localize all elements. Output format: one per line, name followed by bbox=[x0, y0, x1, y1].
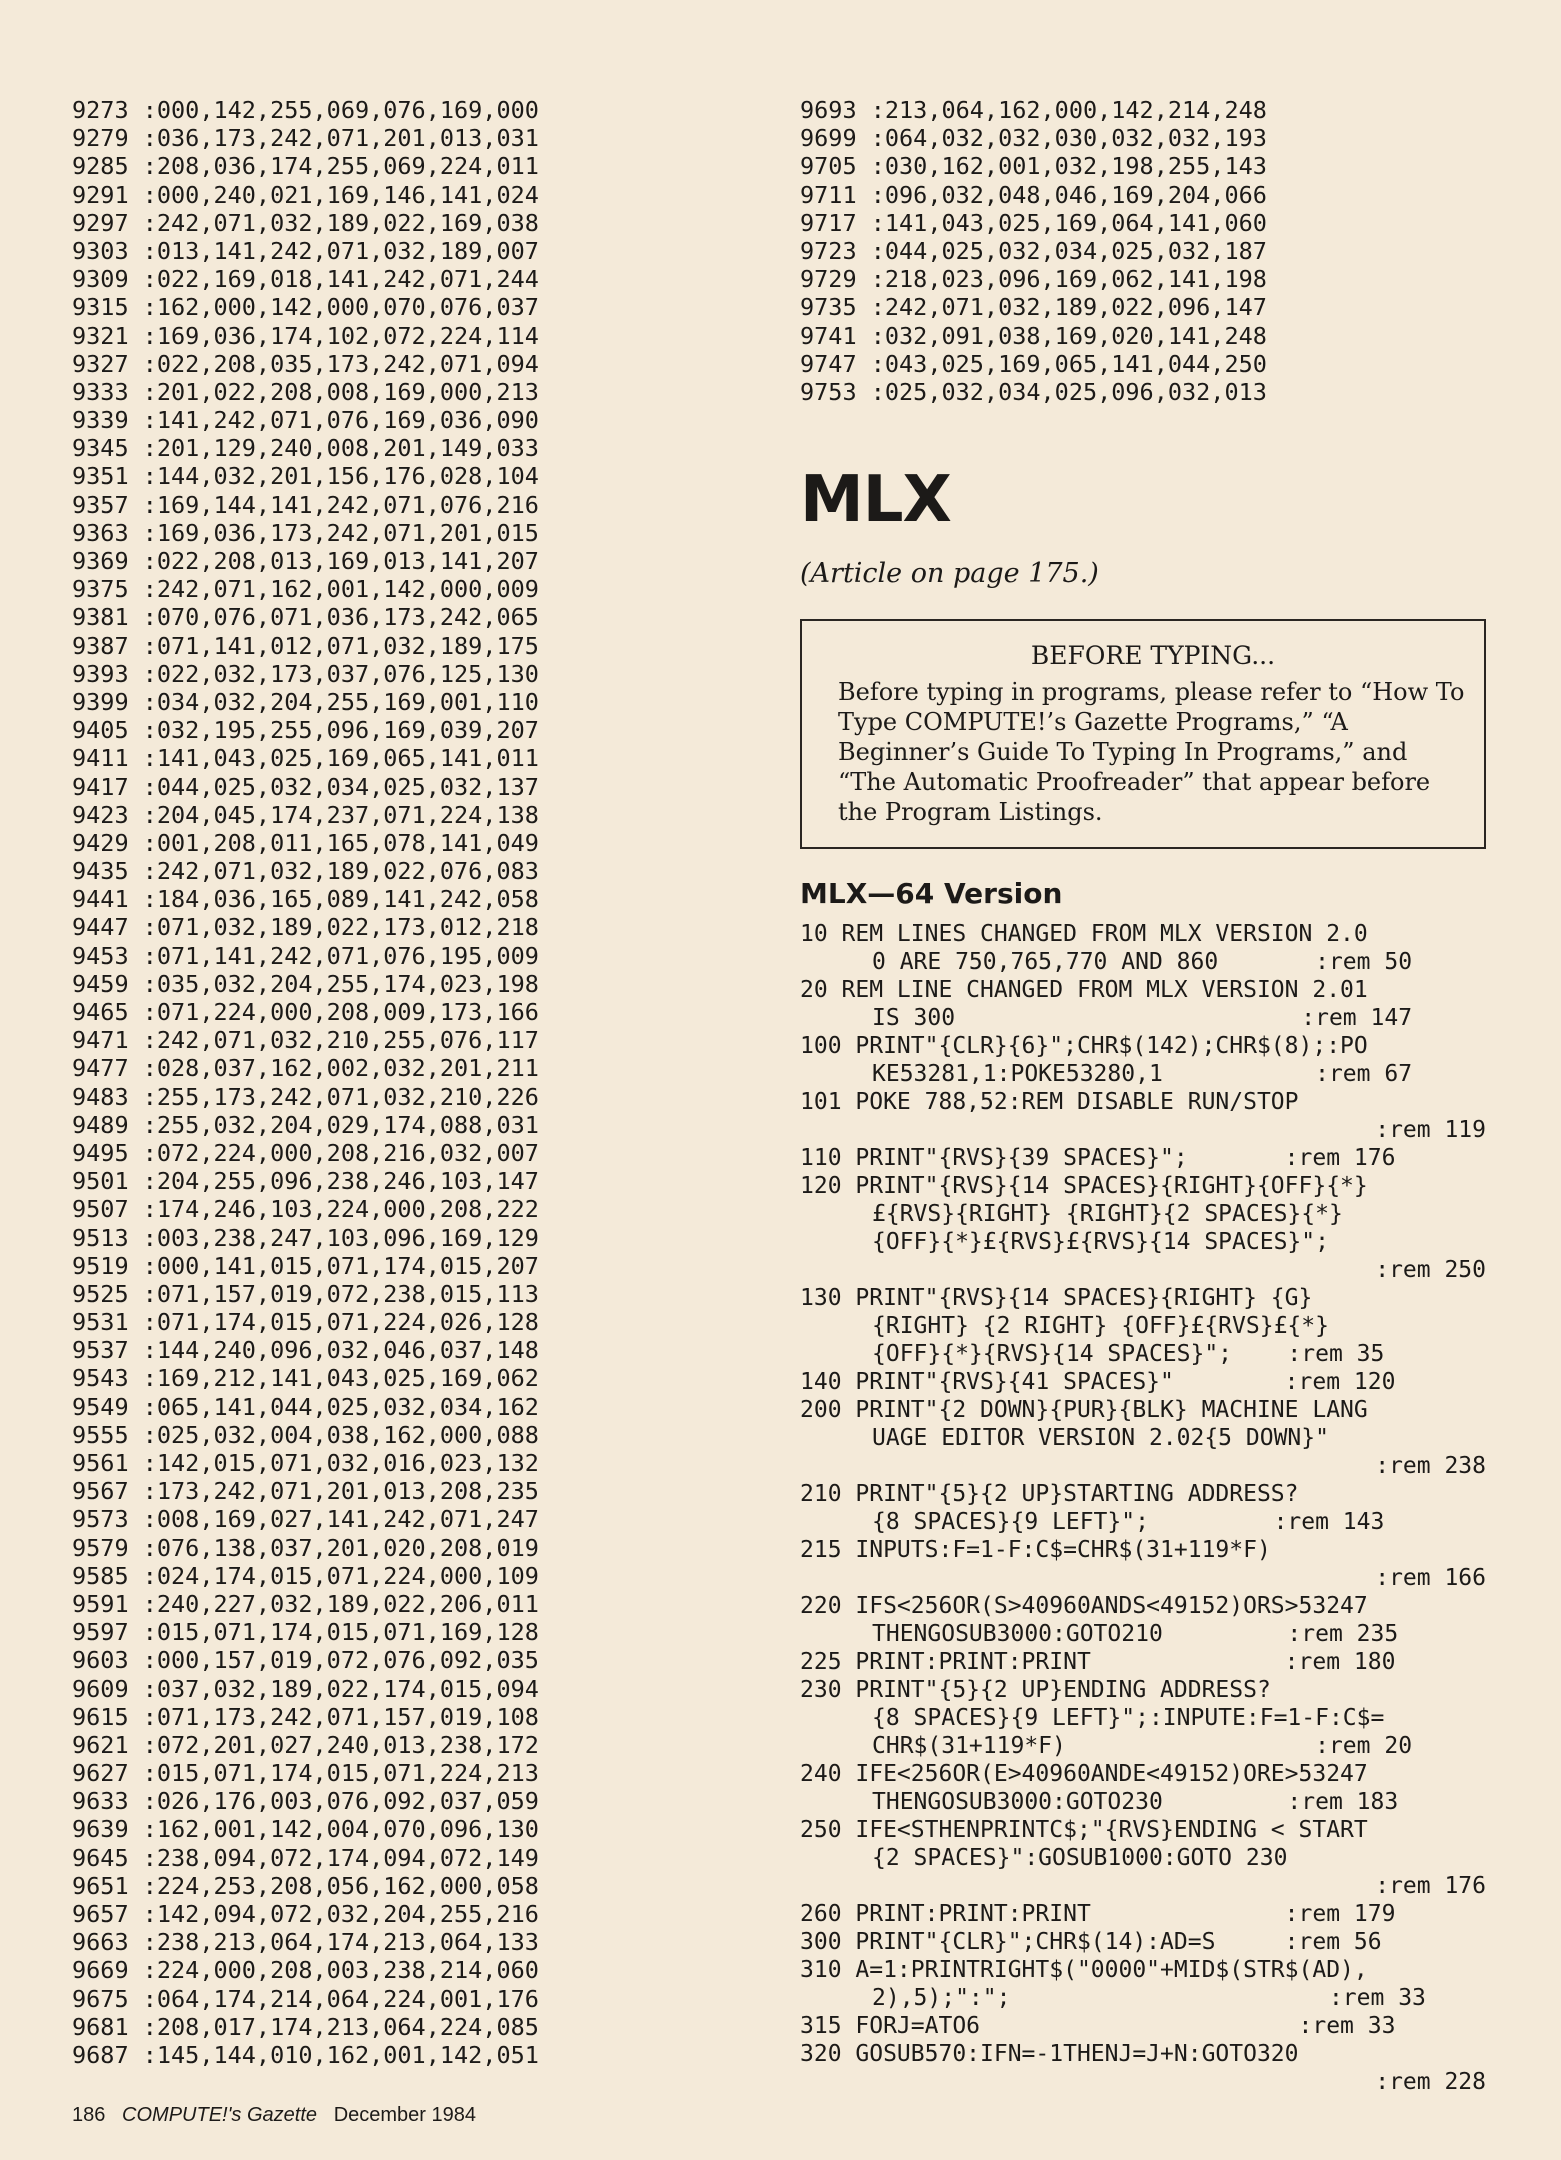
listing-line: 9453 :071,141,242,071,076,195,009 bbox=[72, 941, 539, 970]
listing-line: 9447 :071,032,189,022,173,012,218 bbox=[72, 913, 539, 942]
program-line-checksum: :rem 228 bbox=[1375, 2069, 1486, 2096]
listing-line: 9291 :000,240,021,169,146,141,024 bbox=[72, 180, 539, 209]
listing-line: 9537 :144,240,096,032,046,037,148 bbox=[72, 1336, 539, 1365]
listing-line: 9381 :070,076,071,036,173,242,065 bbox=[72, 603, 539, 632]
program-listing bbox=[800, 920, 1500, 2096]
listing-line: 9603 :000,157,019,072,076,092,035 bbox=[72, 1646, 539, 1675]
article-title: MLX bbox=[800, 463, 951, 538]
left-listing bbox=[72, 96, 712, 2069]
listing-line: 9645 :238,094,072,174,094,072,149 bbox=[72, 1843, 539, 1872]
listing-line: 9477 :028,037,162,002,032,201,211 bbox=[72, 1054, 539, 1083]
program-line-continuation: {RIGHT} {2 RIGHT} {OFF}£{RVS}£{*} bbox=[872, 1313, 1329, 1340]
listing-line: 9711 :096,032,048,046,169,204,066 bbox=[800, 180, 1267, 209]
listing-line: 9555 :025,032,004,038,162,000,088 bbox=[72, 1420, 539, 1449]
listing-line: 9579 :076,138,037,201,020,208,019 bbox=[72, 1533, 539, 1562]
program-line-checksum: :rem 176 bbox=[1375, 1873, 1486, 1900]
program-line: 310 A=1:PRINTRIGHT$("0000"+MID$(STR$(AD), bbox=[800, 1957, 1368, 1984]
program-line-continuation: UAGE EDITOR VERSION 2.02{5 DOWN}" bbox=[872, 1425, 1329, 1452]
program-line: 260 PRINT:PRINT:PRINT :rem 179 bbox=[800, 1901, 1396, 1928]
listing-line: 9303 :013,141,242,071,032,189,007 bbox=[72, 236, 539, 265]
listing-line: 9339 :141,242,071,076,169,036,090 bbox=[72, 406, 539, 435]
listing-line: 9675 :064,174,214,064,224,001,176 bbox=[72, 1984, 539, 2013]
program-line: 215 INPUTS:F=1-F:C$=CHR$(31+119*F) bbox=[800, 1537, 1271, 1564]
listing-line: 9405 :032,195,255,096,169,039,207 bbox=[72, 716, 539, 745]
program-line-continuation: {8 SPACES}{9 LEFT}"; :rem 143 bbox=[872, 1509, 1385, 1536]
listing-line: 9297 :242,071,032,189,022,169,038 bbox=[72, 208, 539, 237]
program-line-continuation: 0 ARE 750,765,770 AND 860 :rem 50 bbox=[872, 949, 1413, 976]
listing-line: 9681 :208,017,174,213,064,224,085 bbox=[72, 2012, 539, 2041]
listing-line: 9639 :162,001,142,004,070,096,130 bbox=[72, 1815, 539, 1844]
program-line: 10 REM LINES CHANGED FROM MLX VERSION 2.0 bbox=[800, 921, 1368, 948]
program-line-checksum: :rem 119 bbox=[1375, 1117, 1486, 1144]
program-line-continuation: {8 SPACES}{9 LEFT}";:INPUTE:F=1-F:C$= bbox=[872, 1705, 1385, 1732]
listing-line: 9363 :169,036,173,242,071,201,015 bbox=[72, 518, 539, 547]
publication-name: COMPUTE!'s Gazette bbox=[122, 2104, 318, 2126]
program-line: 100 PRINT"{CLR}{6}";CHR$(142);CHR$(8);:PO bbox=[800, 1033, 1368, 1060]
listing-line: 9279 :036,173,242,071,201,013,031 bbox=[72, 124, 539, 153]
listing-line: 9699 :064,032,032,030,032,032,193 bbox=[800, 124, 1267, 153]
listing-line: 9369 :022,208,013,169,013,141,207 bbox=[72, 547, 539, 575]
right-column bbox=[800, 96, 1500, 2096]
issue-date: December 1984 bbox=[333, 2104, 477, 2126]
listing-line: 9531 :071,174,015,071,224,026,128 bbox=[72, 1308, 539, 1337]
listing-line: 9285 :208,036,174,255,069,224,011 bbox=[72, 152, 539, 181]
listing-line: 9567 :173,242,071,201,013,208,235 bbox=[72, 1477, 539, 1506]
program-line-continuation: KE53281,1:POKE53280,1 :rem 67 bbox=[872, 1061, 1413, 1088]
program-line: 130 PRINT"{RVS}{14 SPACES}{RIGHT} {G} bbox=[800, 1285, 1313, 1312]
program-line-continuation: {OFF}{*}{RVS}{14 SPACES}"; :rem 35 bbox=[872, 1341, 1385, 1368]
program-line: 101 POKE 788,52:REM DISABLE RUN/STOP bbox=[800, 1089, 1299, 1116]
program-line: 20 REM LINE CHANGED FROM MLX VERSION 2.01 bbox=[800, 977, 1368, 1004]
program-line-checksum: :rem 238 bbox=[1375, 1453, 1486, 1480]
listing-line: 9609 :037,032,189,022,174,015,094 bbox=[72, 1674, 539, 1703]
listing-line: 9489 :255,032,204,029,174,088,031 bbox=[72, 1110, 539, 1139]
listing-line: 9627 :015,071,174,015,071,224,213 bbox=[72, 1759, 539, 1788]
listing-line: 9423 :204,045,174,237,071,224,138 bbox=[72, 800, 539, 829]
listing-line: 9585 :024,174,015,071,224,000,109 bbox=[72, 1561, 539, 1590]
listing-line: 9273 :000,142,255,069,076,169,000 bbox=[72, 96, 539, 124]
listing-line: 9669 :224,000,208,003,238,214,060 bbox=[72, 1956, 539, 1985]
program-line-continuation: IS 300 :rem 147 bbox=[872, 1005, 1413, 1032]
listing-line: 9435 :242,071,032,189,022,076,083 bbox=[72, 857, 539, 886]
listing-line: 9651 :224,253,208,056,162,000,058 bbox=[72, 1871, 539, 1900]
listing-line: 9717 :141,043,025,169,064,141,060 bbox=[800, 208, 1267, 237]
listing-line: 9471 :242,071,032,210,255,076,117 bbox=[72, 1026, 539, 1055]
program-line: 220 IFS<256OR(S>40960ANDS<49152)ORS>53247 bbox=[800, 1593, 1368, 1620]
program-line-continuation: THENGOSUB3000:GOTO230 :rem 183 bbox=[872, 1789, 1399, 1816]
listing-line: 9621 :072,201,027,240,013,238,172 bbox=[72, 1730, 539, 1759]
page-number: 186 bbox=[72, 2104, 106, 2126]
listing-line: 9507 :174,246,103,224,000,208,222 bbox=[72, 1195, 539, 1224]
article-reference: (Article on page 175.) bbox=[800, 558, 1099, 590]
before-typing-title: BEFORE TYPING... bbox=[1030, 641, 1276, 671]
listing-line: 9735 :242,071,032,189,022,096,147 bbox=[800, 293, 1267, 322]
listing-line: 9393 :022,032,173,037,076,125,130 bbox=[72, 659, 539, 688]
listing-line: 9747 :043,025,169,065,141,044,250 bbox=[800, 349, 1267, 378]
listing-line: 9615 :071,173,242,071,157,019,108 bbox=[72, 1702, 539, 1731]
listing-line: 9525 :071,157,019,072,238,015,113 bbox=[72, 1279, 539, 1308]
program-line-checksum: :rem 250 bbox=[1375, 1257, 1486, 1284]
right-listing bbox=[800, 96, 1500, 406]
listing-line: 9315 :162,000,142,000,070,076,037 bbox=[72, 293, 539, 322]
listing-line: 9729 :218,023,096,169,062,141,198 bbox=[800, 265, 1267, 294]
program-line: 140 PRINT"{RVS}{41 SPACES}" :rem 120 bbox=[800, 1369, 1396, 1396]
listing-line: 9663 :238,213,064,174,213,064,133 bbox=[72, 1928, 539, 1957]
page-footer bbox=[72, 2104, 476, 2127]
listing-line: 9327 :022,208,035,173,242,071,094 bbox=[72, 349, 539, 378]
listing-line: 9543 :169,212,141,043,025,169,062 bbox=[72, 1364, 539, 1393]
program-line: 315 FORJ=ATO6 :rem 33 bbox=[800, 2013, 1396, 2040]
program-line-continuation: 2),5);":"; :rem 33 bbox=[872, 1985, 1426, 2012]
program-line-continuation: CHR$(31+119*F) :rem 20 bbox=[872, 1733, 1413, 1760]
program-line-continuation: £{RVS}{RIGHT} {RIGHT}{2 SPACES}{*} bbox=[872, 1201, 1343, 1228]
listing-line: 9597 :015,071,174,015,071,169,128 bbox=[72, 1618, 539, 1647]
listing-line: 9513 :003,238,247,103,096,169,129 bbox=[72, 1223, 539, 1252]
listing-line: 9657 :142,094,072,032,204,255,216 bbox=[72, 1900, 539, 1928]
section-heading: MLX—64 Version bbox=[800, 877, 1063, 911]
program-line: 120 PRINT"{RVS}{14 SPACES}{RIGHT}{OFF}{*} bbox=[800, 1173, 1368, 1200]
listing-line: 9351 :144,032,201,156,176,028,104 bbox=[72, 462, 539, 491]
program-line: 225 PRINT:PRINT:PRINT :rem 180 bbox=[800, 1649, 1396, 1676]
listing-line: 9399 :034,032,204,255,169,001,110 bbox=[72, 687, 539, 716]
listing-line: 9411 :141,043,025,169,065,141,011 bbox=[72, 744, 539, 773]
program-line: 320 GOSUB570:IFN=-1THENJ=J+N:GOTO320 bbox=[800, 2041, 1299, 2068]
listing-line: 9483 :255,173,242,071,032,210,226 bbox=[72, 1082, 539, 1111]
program-line-continuation: THENGOSUB3000:GOTO210 :rem 235 bbox=[872, 1621, 1399, 1648]
listing-line: 9705 :030,162,001,032,198,255,143 bbox=[800, 152, 1267, 181]
program-line: 300 PRINT"{CLR}";CHR$(14):AD=S :rem 56 bbox=[800, 1929, 1382, 1956]
listing-line: 9309 :022,169,018,141,242,071,244 bbox=[72, 265, 539, 294]
listing-line: 9687 :145,144,010,162,001,142,051 bbox=[72, 2040, 539, 2069]
listing-line: 9561 :142,015,071,032,016,023,132 bbox=[72, 1449, 539, 1477]
before-typing-body: Before typing in programs, please refer to “How To Type COMPUTE!’s Gazette Programs,” “A Beginner’s Guide To Typing In Programs,” and “The Automatic Proofreader” that appear before the Program Listings. bbox=[838, 678, 1465, 827]
listing-line: 9741 :032,091,038,169,020,141,248 bbox=[800, 321, 1267, 350]
listing-line: 9429 :001,208,011,165,078,141,049 bbox=[72, 828, 539, 857]
program-line: 200 PRINT"{2 DOWN}{PUR}{BLK} MACHINE LANG bbox=[800, 1397, 1368, 1424]
listing-line: 9591 :240,227,032,189,022,206,011 bbox=[72, 1589, 539, 1618]
program-line-checksum: :rem 166 bbox=[1375, 1565, 1486, 1592]
listing-line: 9501 :204,255,096,238,246,103,147 bbox=[72, 1167, 539, 1196]
program-line: 240 IFE<256OR(E>40960ANDE<49152)ORE>53247 bbox=[800, 1761, 1368, 1788]
listing-line: 9549 :065,141,044,025,032,034,162 bbox=[72, 1392, 539, 1421]
listing-line: 9459 :035,032,204,255,174,023,198 bbox=[72, 969, 539, 998]
listing-line: 9693 :213,064,162,000,142,214,248 bbox=[800, 96, 1267, 124]
program-line-continuation: {OFF}{*}£{RVS}£{RVS}{14 SPACES}"; bbox=[872, 1229, 1329, 1256]
listing-line: 9387 :071,141,012,071,032,189,175 bbox=[72, 631, 539, 660]
listing-line: 9375 :242,071,162,001,142,000,009 bbox=[72, 575, 539, 604]
listing-line: 9723 :044,025,032,034,025,032,187 bbox=[800, 236, 1267, 265]
listing-line: 9495 :072,224,000,208,216,032,007 bbox=[72, 1138, 539, 1167]
before-typing-box bbox=[800, 619, 1486, 849]
program-line: 110 PRINT"{RVS}{39 SPACES}"; :rem 176 bbox=[800, 1145, 1396, 1172]
listing-line: 9753 :025,032,034,025,096,032,013 bbox=[800, 377, 1267, 406]
program-line: 210 PRINT"{5}{2 UP}STARTING ADDRESS? bbox=[800, 1481, 1299, 1508]
program-line-continuation: {2 SPACES}":GOSUB1000:GOTO 230 bbox=[872, 1845, 1288, 1872]
listing-line: 9573 :008,169,027,141,242,071,247 bbox=[72, 1505, 539, 1534]
listing-line: 9333 :201,022,208,008,169,000,213 bbox=[72, 377, 539, 406]
listing-line: 9441 :184,036,165,089,141,242,058 bbox=[72, 885, 539, 914]
listing-line: 9321 :169,036,174,102,072,224,114 bbox=[72, 321, 539, 350]
listing-line: 9417 :044,025,032,034,025,032,137 bbox=[72, 772, 539, 801]
listing-line: 9357 :169,144,141,242,071,076,216 bbox=[72, 490, 539, 519]
listing-line: 9345 :201,129,240,008,201,149,033 bbox=[72, 434, 539, 463]
program-line: 250 IFE<STHENPRINTC$;"{RVS}ENDING < START bbox=[800, 1817, 1368, 1844]
listing-line: 9519 :000,141,015,071,174,015,207 bbox=[72, 1251, 539, 1280]
listing-line: 9465 :071,224,000,208,009,173,166 bbox=[72, 998, 539, 1026]
program-line: 230 PRINT"{5}{2 UP}ENDING ADDRESS? bbox=[800, 1677, 1271, 1704]
listing-line: 9633 :026,176,003,076,092,037,059 bbox=[72, 1787, 539, 1816]
